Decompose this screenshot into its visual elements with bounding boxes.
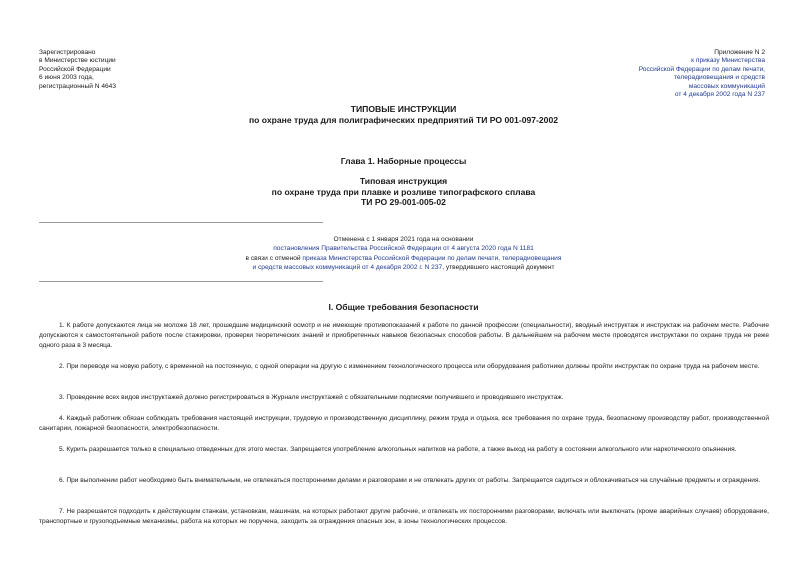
instruction-title [0, 176, 807, 208]
document-title-line2: по охране труда для полиграфических предприятий ТИ РО 001-097-2002 [248, 114, 559, 125]
registration-line: Зарегистрировано [39, 49, 96, 56]
ministry-order-link[interactable]: и средств массовых коммуникаций от 4 декабря 2002 г. N 237 [252, 264, 443, 272]
divider [39, 222, 323, 223]
cancellation-note [0, 235, 807, 273]
divider [39, 281, 323, 282]
order-link[interactable]: Российской Федерации по делам печати, [638, 65, 765, 73]
paragraph: 6. При выполнении работ необходимо быть внимательным, не отвлекаться посторонними делами и разговорами и не отвлекать других от работы. Запрещается садиться и облокачиваться на случайные предметы и ограждения. [59, 477, 761, 484]
order-link[interactable]: к приказу Министерства [691, 57, 765, 65]
paragraph: 1. К работе допускаются лица не моложе 18 лет, прошедшие медицинский осмотр и не имеющие противопоказаний к работе по данной профессии (специальности), вводный инструктаж и инструктаж на рабочем месте. Рабочие допускаются к самостоятельной работе после стажировки, проверки теоретических знаний и приобретенных навыков безопасных способов работы. В дальнейшем на рабочем месте проводятся инструктажи по охране труда не реже одного раза в 3 месяца. [39, 322, 769, 350]
instruction-title-line3: ТИ РО 29-001-005-02 [361, 197, 446, 207]
instruction-title-line2: по охране труда при плавке и розливе типографского сплава [271, 186, 536, 197]
order-link[interactable]: телерадиовещания и средств [673, 74, 765, 82]
annex-note [639, 49, 765, 99]
registration-line: 6 июня 2003 года, [39, 74, 94, 82]
cancellation-line: Отменена с 1 января 2021 года на основании [333, 236, 474, 243]
government-decree-link[interactable]: постановления Правительства Российской Федерации от 4 августа 2020 года N 1181 [273, 245, 534, 253]
document-title [0, 104, 807, 125]
chapter-title: Глава 1. Наборные процессы [340, 156, 467, 166]
document-title-line1: ТИПОВЫЕ ИНСТРУКЦИИ [350, 104, 457, 114]
cancellation-text: в связи с отменой [245, 254, 303, 262]
registration-line: Российской Федерации [39, 65, 111, 73]
cancellation-text: , утвердившего настоящий документ [442, 264, 555, 272]
ministry-order-link[interactable]: приказа Министерства Российской Федерации по делам печати, телерадиовещания [302, 254, 562, 262]
paragraph: 4. Каждый работник обязан соблюдать требования настоящей инструкции, трудовую и производственную дисциплину, режим труда и отдыха, все требования по охране труда, безопасному производству работ, производственной санитарии, пожарной безопасности, электробезопасности. [39, 415, 769, 433]
paragraph: 3. Проведение всех видов инструктажей должно регистрироваться в Журнале инструктажей с обязательными подписями получившего и проводившего инструктаж. [59, 394, 564, 401]
paragraph: 5. Курить разрешается только в специально отведенных для этого местах. Запрещается употребление алкогольных напитков на работе, а также выход на работу в состоянии алкогольного или наркотического опьянения. [59, 446, 737, 453]
instruction-title-line1: Типовая инструкция [359, 176, 448, 186]
order-link[interactable]: массовых коммуникаций [688, 82, 765, 90]
paragraph: 2. При переводе на новую работу, с временной на постоянную, с одной операции на другую с изменением технологического процесса или оборудования работники должны пройти инструктаж по охране труда на рабочем месте. [59, 363, 760, 370]
registration-line: регистрационный N 4643 [39, 82, 117, 90]
section-title: I. Общие требования безопасности [328, 302, 479, 312]
registration-note [39, 49, 116, 91]
paragraph: 7. Не разрешается подходить к действующим станкам, установкам, машинам, на которых работают другие рабочие, и отвлекать их посторонними разговорами, включать или выключать (кроме аварийных случаев) оборудование, транспортные и грузоподъемные механизмы, работа на которых не поручена, заходить за ограждения опасных зон, в зоны технологических процессов. [39, 508, 769, 526]
annex-title: Приложение N 2 [714, 49, 765, 56]
order-link[interactable]: от 4 декабря 2002 года N 237 [674, 91, 765, 99]
registration-line: в Министерстве юстиции [39, 57, 116, 65]
